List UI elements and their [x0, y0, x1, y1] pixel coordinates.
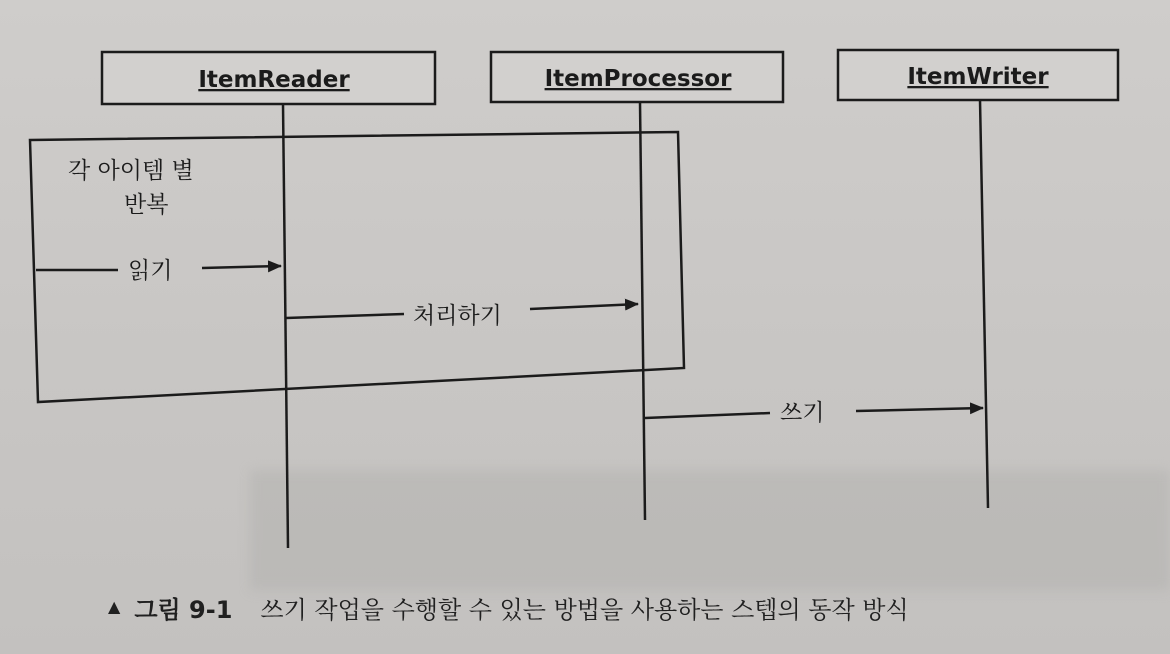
participant-item-writer-label: ItemWriter [907, 64, 1049, 90]
message-read-arrow [202, 266, 281, 268]
participant-item-reader [102, 52, 435, 104]
message-process-label: 처리하기 [413, 303, 502, 329]
message-write-line-left [645, 413, 770, 418]
figure-caption [108, 582, 1148, 632]
participant-item-reader-label: ItemReader [198, 67, 350, 93]
figure-number: 그림 9-1 [134, 595, 233, 624]
participant-item-writer [838, 50, 1118, 100]
participant-item-processor-label: ItemProcessor [544, 66, 732, 92]
participant-item-processor [491, 52, 783, 102]
triangle-marker-icon: ▲ [108, 597, 121, 616]
message-write-label: 쓰기 [780, 400, 825, 426]
lifeline-item-processor [640, 102, 645, 520]
lifeline-item-writer [980, 100, 988, 508]
message-read-label: 읽기 [128, 258, 173, 284]
message-process-line-left [286, 314, 404, 318]
figure-caption-text: 쓰기 작업을 수행할 수 있는 방법을 사용하는 스텝의 동작 방식 [260, 595, 909, 624]
message-write-arrow [856, 408, 983, 411]
loop-label-line2: 반복 [124, 192, 169, 218]
message-write [645, 400, 983, 426]
message-read [36, 258, 281, 284]
message-process [286, 303, 638, 329]
loop-label-line1: 각 아이템 별 [68, 158, 194, 184]
lifeline-item-reader [283, 104, 288, 548]
message-process-arrow [530, 304, 638, 309]
